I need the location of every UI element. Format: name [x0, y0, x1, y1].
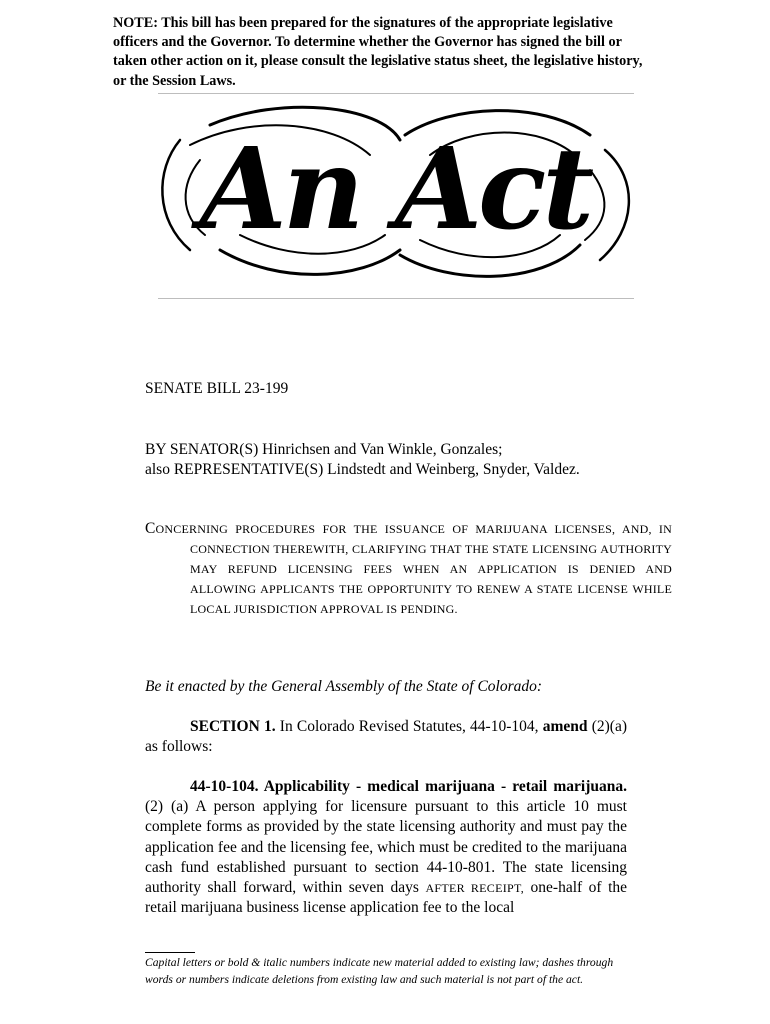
section-text-before: In Colorado Revised Statutes, 44-10-104,: [275, 718, 543, 735]
statute-text-part2: one-half of the retail marijuana business license application fee to the local: [145, 879, 628, 917]
footnote-divider: [145, 952, 195, 953]
statute-text-part1: (2) (a) A person applying for licensure pursuant to this article 10 must complete forms as provided by the state licensing authority and must pay the application fee and the licensing fee, which must be credited to the marijuana cash fund established pursuant to section 44-10-801. The state licensing authority shall forward, within seven days: [145, 798, 627, 897]
footnote: Capital letters or bold & italic numbers indicate new material added to existing law; dashes through words or numbers indicate deletions from existing law and such material is not part of the act.: [145, 956, 614, 986]
bill-title: [145, 519, 672, 619]
statute-heading: 44-10-104. Applicability - medical marijuana - retail marijuana.: [190, 778, 627, 795]
bottom-divider: [158, 298, 634, 299]
an-act-logo: [150, 100, 640, 290]
statute-new-text: AFTER RECEIPT,: [425, 881, 525, 896]
title-first-letter: C: [145, 520, 156, 537]
amend-keyword: amend: [542, 718, 588, 735]
representative-sponsors: also REPRESENTATIVE(S) Lindstedt and Weinberg, Snyder, Valdez.: [145, 461, 580, 478]
title-text: ONCERNING PROCEDURES FOR THE ISSUANCE OF MARIJUANA LICENSES, AND, IN CONNECTION THEREWITH, CLARIFYING THAT THE STATE LICENSING AUTHORITY MAY REFUND LICENSING FEES WHEN AN APPLICATION IS DENIED AND ALLOWING APPLICANTS THE OPPORTUNITY TO RENEW A STATE LICENSE WHILE LOCAL JURISDICTION APPROVAL IS PENDING.: [155, 522, 672, 616]
section-label: SECTION 1.: [190, 718, 276, 735]
signature-note: NOTE: This bill has been prepared for the signatures of the appropriate legislative officers and the Governor. To determine whether the Governor has signed the bill or taken other action on it, please consult the legislative status sheet, the legislative history, or the Session Laws.: [113, 15, 643, 89]
senator-sponsors: BY SENATOR(S) Hinrichsen and Van Winkle, Gonzales;: [145, 441, 503, 458]
bill-number: SENATE BILL 23-199: [145, 380, 289, 397]
sponsors: [145, 440, 635, 480]
section-text-after: (2)(a) as follows:: [145, 718, 627, 755]
statute-text: [145, 777, 627, 918]
logo-text: An Act: [199, 124, 591, 255]
enacting-clause: Be it enacted by the General Assembly of the State of Colorado:: [145, 678, 543, 695]
section-1: [145, 717, 627, 757]
top-divider: [158, 93, 634, 94]
